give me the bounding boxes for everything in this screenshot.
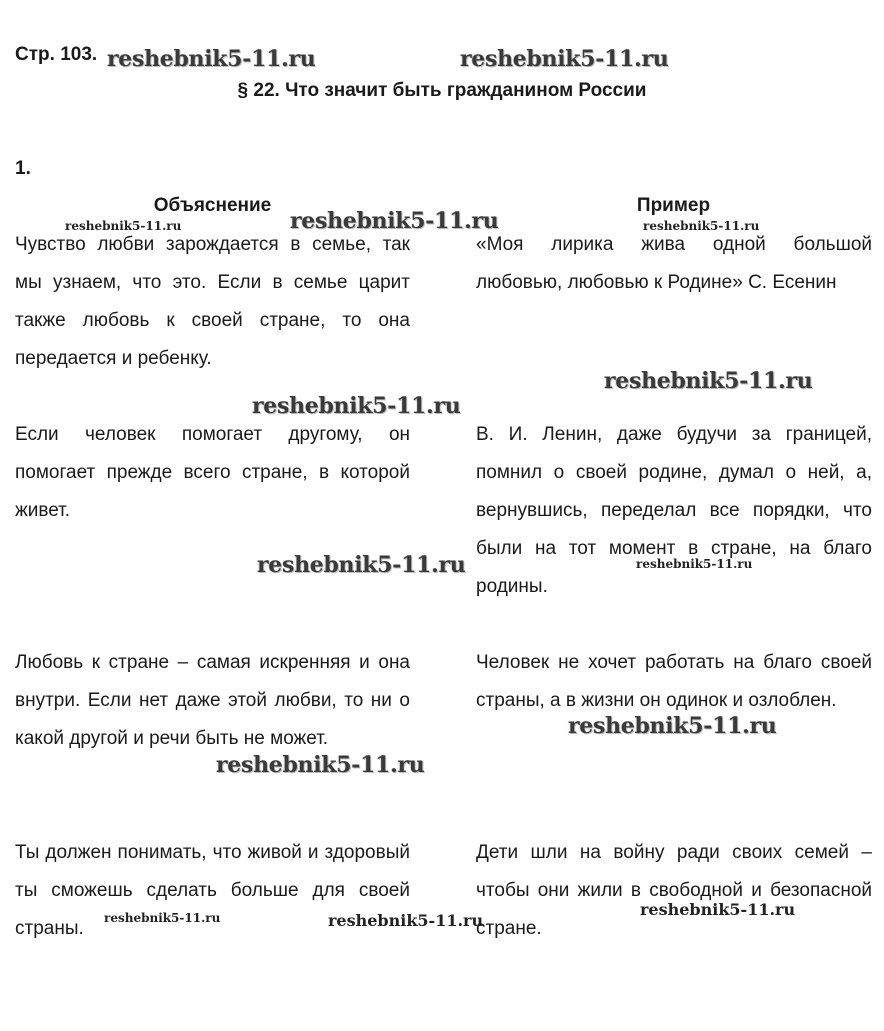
explanation-cell: Чувство любви зарождается в семье, так мы узнаем, что это. Если в семье царит также любовь к своей стране, то она передается и ребенку. — [15, 234, 410, 369]
example-cell: Дети шли на войну ради своих семей – чтобы они жили в свободной и безопасной стране. — [476, 842, 872, 939]
example-cell: «Моя лирика жива одной большой любовью, любовью к Родине» С. Есенин — [476, 234, 872, 293]
explanation-cell: Если человек помогает другому, он помогает прежде всего стране, в которой живет. — [15, 424, 410, 521]
watermark: reshebnik5-11.ru — [65, 219, 182, 233]
watermark: reshebnik5-11.ru — [290, 208, 499, 234]
watermark: reshebnik5-11.ru — [216, 752, 425, 778]
watermark: reshebnik5-11.ru — [604, 368, 813, 394]
explanation-cell: Любовь к стране – самая искренняя и она внутри. Если нет даже этой любви, то ни о какой другой и речи быть не может. — [15, 652, 410, 749]
task-number: 1. — [15, 158, 31, 179]
explanation-cell: Ты должен понимать, что живой и здоровый ты сможешь сделать больше для своей страны. — [15, 842, 410, 939]
example-cell: В. И. Ленин, даже будучи за границей, помнил о своей родине, думал о ней, а, вернувшись, переделал все порядки, что были на тот момент в стране, на благо родины. — [476, 424, 872, 597]
watermark: reshebnik5-11.ru — [257, 552, 466, 578]
column-header-example: Пример — [636, 195, 711, 216]
watermark: reshebnik5-11.ru — [252, 393, 461, 419]
column-header-explanation: Объяснение — [153, 195, 272, 216]
watermark: reshebnik5-11.ru — [107, 46, 316, 72]
section-title: § 22. Что значит быть гражданином России — [237, 80, 647, 101]
watermark: reshebnik5-11.ru — [104, 911, 221, 925]
watermark: reshebnik5-11.ru — [568, 713, 777, 739]
watermark: reshebnik5-11.ru — [328, 911, 484, 930]
watermark: reshebnik5-11.ru — [643, 219, 760, 233]
watermark: reshebnik5-11.ru — [460, 46, 669, 72]
watermark: reshebnik5-11.ru — [636, 557, 753, 571]
watermark: reshebnik5-11.ru — [640, 900, 796, 919]
example-cell: Человек не хочет работать на благо своей страны, а в жизни он одинок и озлоблен. — [476, 652, 872, 711]
page-number: Стр. 103. — [15, 44, 98, 65]
